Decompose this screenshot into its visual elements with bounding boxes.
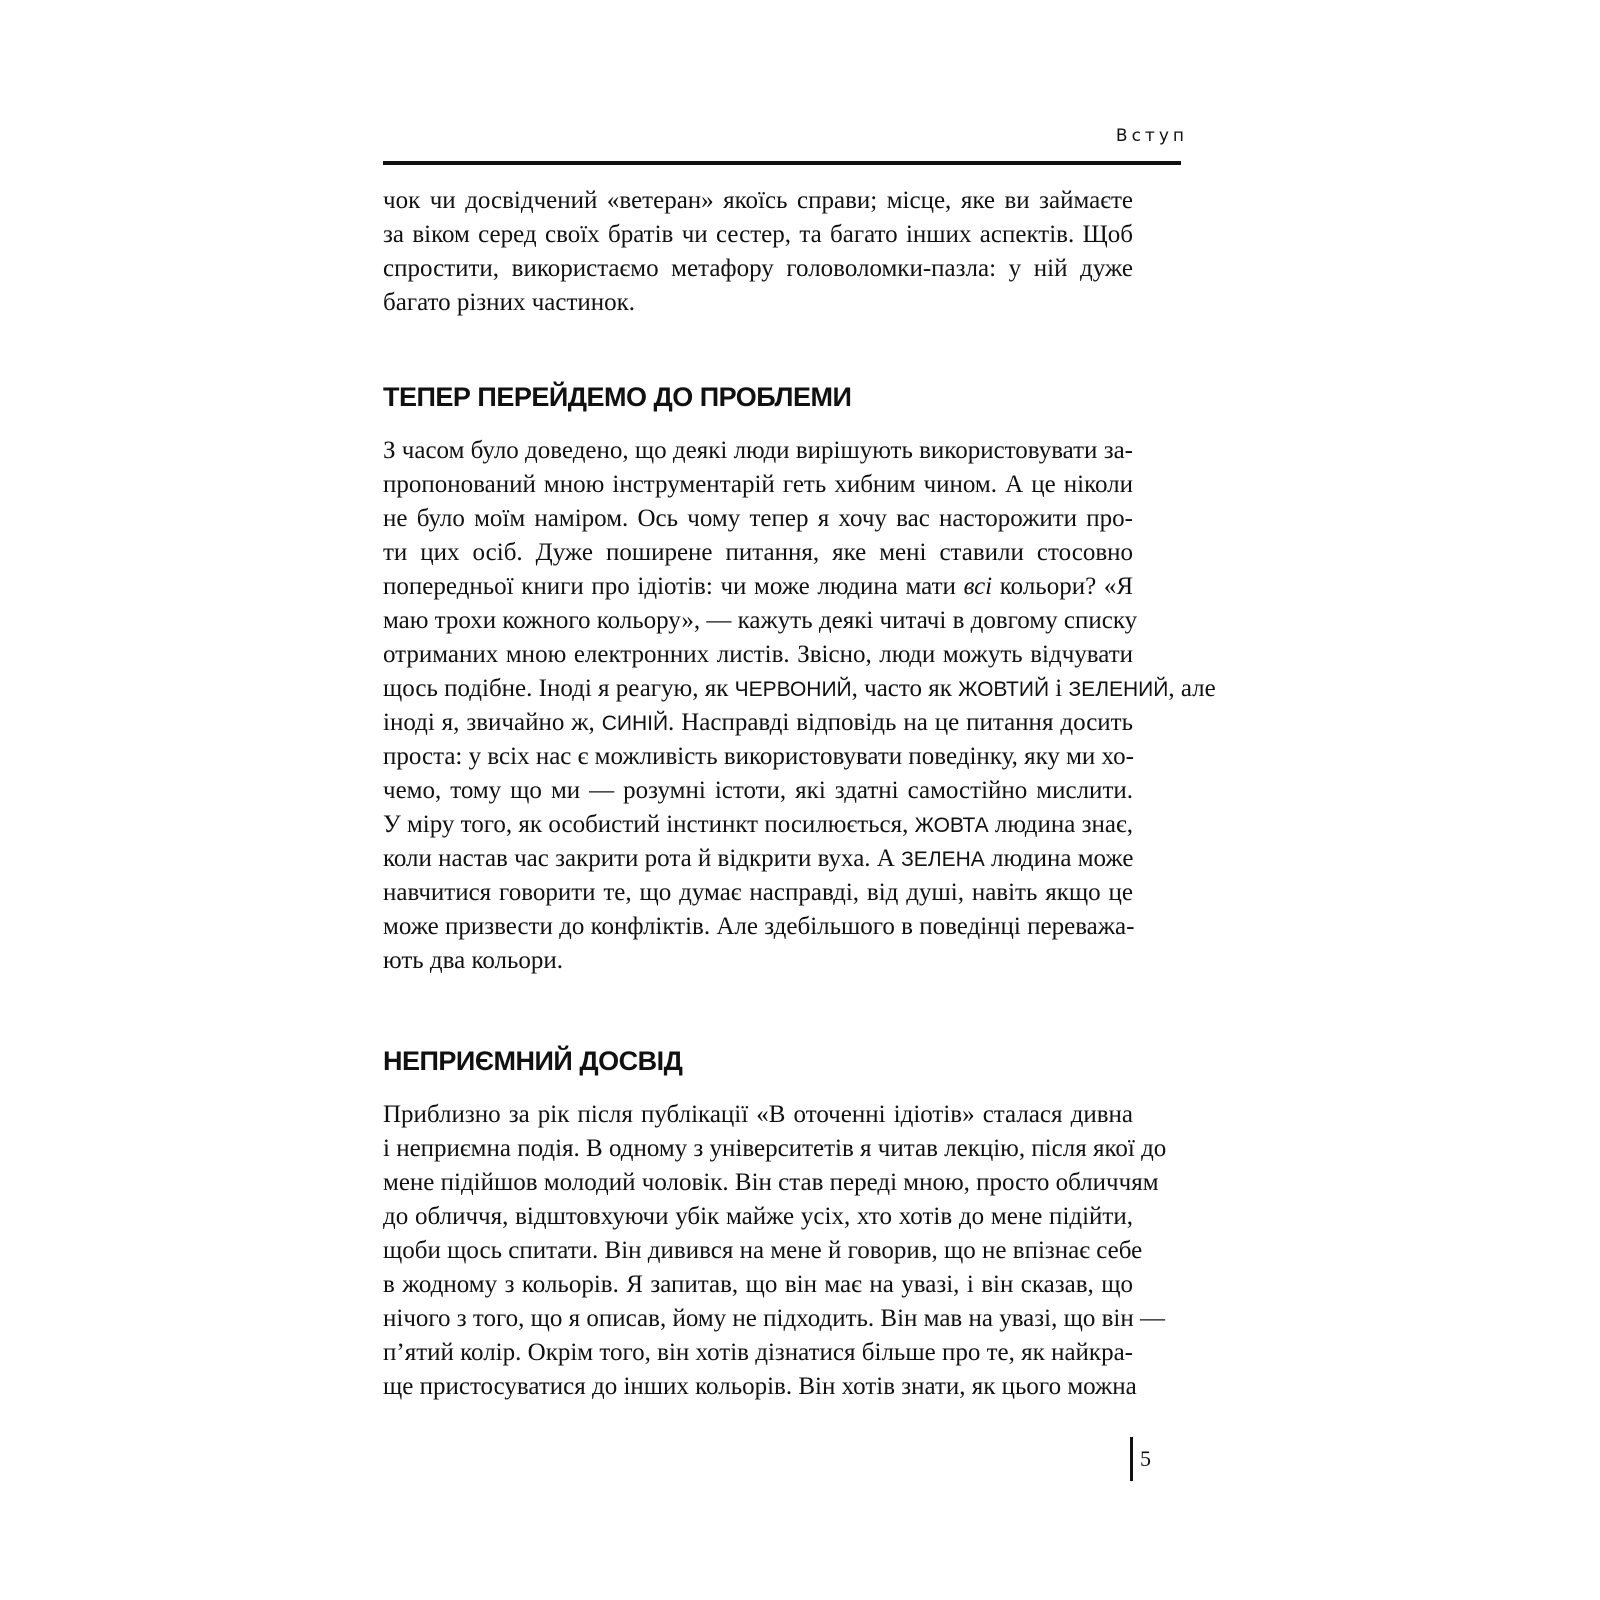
- text-run: людина знає,: [988, 811, 1133, 838]
- text-run: попередньої книги про ідіотів: чи може людина мати: [383, 573, 964, 600]
- text-line: [383, 570, 1133, 604]
- section2-paragraph: [383, 1098, 1167, 1404]
- color-tag-yellow: ЖОВТИЙ: [958, 678, 1050, 701]
- text-line: ще пристосуватися до інших кольорів. Він хотів знати, як цього можна: [383, 1373, 1137, 1400]
- text-run: щось подібне. Іноді я реагую, як: [383, 675, 735, 702]
- text-line: проста: у всіх нас є можливість використовувати поведінку, яку ми хо-: [383, 743, 1134, 770]
- color-tag-green: ЗЕЛЕНИЙ: [1068, 678, 1169, 701]
- color-tag-red: ЧЕРВОНИЙ: [734, 678, 852, 701]
- color-tag-yellow: ЖОВТА: [914, 814, 989, 837]
- text-line: мене підійшов молодий чоловік. Він став переді мною, просто обличчям: [383, 1169, 1159, 1196]
- text-run: , але: [1168, 675, 1216, 702]
- color-tag-blue: СИНІЙ: [601, 712, 669, 735]
- page-number: 5: [1140, 1446, 1151, 1471]
- text-line: щоби щось спитати. Він дивився на мене й говорив, що не впізнає себе: [383, 1237, 1143, 1264]
- section-heading: НЕПРИЄМНИЙ ДОСВІД: [383, 1046, 683, 1076]
- color-tag-green: ЗЕЛЕНА: [901, 848, 985, 871]
- text-line: ють два кольори.: [383, 947, 564, 974]
- text-run: і: [1049, 675, 1069, 702]
- text-line: ти цих осіб. Дуже поширене питання, яке мені ставили стосовно: [383, 539, 1133, 566]
- text-line: може призвести до конфліктів. Але здебільшого в поведінці переважа-: [383, 913, 1135, 940]
- emphasis-text: всі: [963, 573, 993, 600]
- text-line: багато різних частинок.: [383, 289, 636, 316]
- text-line: чок чи досвідчений «ветеран» якоїсь справи; місце, яке ви займаєте: [383, 187, 1133, 214]
- text-run: . Насправді відповідь на це питання досить: [668, 709, 1133, 736]
- text-line: до обличчя, відштовхуючи убік майже усіх, хто хотів до мене підійти,: [383, 1203, 1133, 1230]
- text-line: З часом було доведено, що деякі люди вирішують використовувати за-: [383, 437, 1133, 464]
- text-line: нічого з того, що я описав, йому не підходить. Він мав на увазі, що він —: [383, 1305, 1165, 1332]
- text-line: чемо, тому що ми — розумні істоти, які здатні самостійно мислити.: [383, 777, 1133, 804]
- text-line: спростити, використаємо метафору головоломки-пазла: у ній дуже: [383, 255, 1133, 282]
- text-run: іноді я, звичайно ж,: [383, 709, 602, 736]
- text-line: отриманих мною електронних листів. Звісно, люди можуть відчувати: [383, 641, 1133, 668]
- text-line: [383, 842, 1133, 876]
- intro-paragraph: [383, 184, 1133, 320]
- text-line: в жодному з кольорів. Я запитав, що він має на увазі, і він сказав, що: [383, 1271, 1133, 1298]
- section-heading: ТЕПЕР ПЕРЕЙДЕМО ДО ПРОБЛЕМИ: [383, 382, 852, 412]
- text-line: пропонований мною інструментарій геть хибним чином. А це ніколи: [383, 471, 1133, 498]
- running-head: Вступ: [1115, 126, 1188, 146]
- text-run: , часто як: [851, 675, 959, 702]
- text-run: людина може: [984, 845, 1134, 872]
- text-line: і неприємна подія. В одному з університетів я читав лекцію, після якої до: [383, 1135, 1167, 1162]
- text-line: за віком серед своїх братів чи сестер, та багато інших аспектів. Щоб: [383, 221, 1133, 248]
- text-line: Приблизно за рік після публікації «В оточенні ідіотів» сталася дивна: [383, 1101, 1133, 1128]
- text-run: кольори? «Я: [992, 573, 1133, 600]
- section1-paragraph: [383, 434, 1216, 978]
- text-line: не було моїм наміром. Ось чому тепер я хочу вас насторожити про-: [383, 505, 1133, 532]
- text-line: навчитися говорити те, що думає насправді, від душі, навіть якщо це: [383, 879, 1133, 906]
- header-rule: [383, 161, 1181, 165]
- text-line: маю трохи кожного кольору», — кажуть деякі читачі в довгому списку: [383, 607, 1138, 634]
- text-run: У міру того, як особистий інстинкт посилюється,: [383, 811, 915, 838]
- text-line: [383, 672, 1216, 706]
- text-line: [383, 808, 1133, 842]
- text-run: коли настав час закрити рота й відкрити вуха. А: [383, 845, 902, 872]
- text-line: [383, 706, 1133, 740]
- text-line: п’ятий колір. Окрім того, він хотів дізнатися більше про те, як найкра-: [383, 1339, 1133, 1366]
- page-number-rule: [1130, 1437, 1133, 1481]
